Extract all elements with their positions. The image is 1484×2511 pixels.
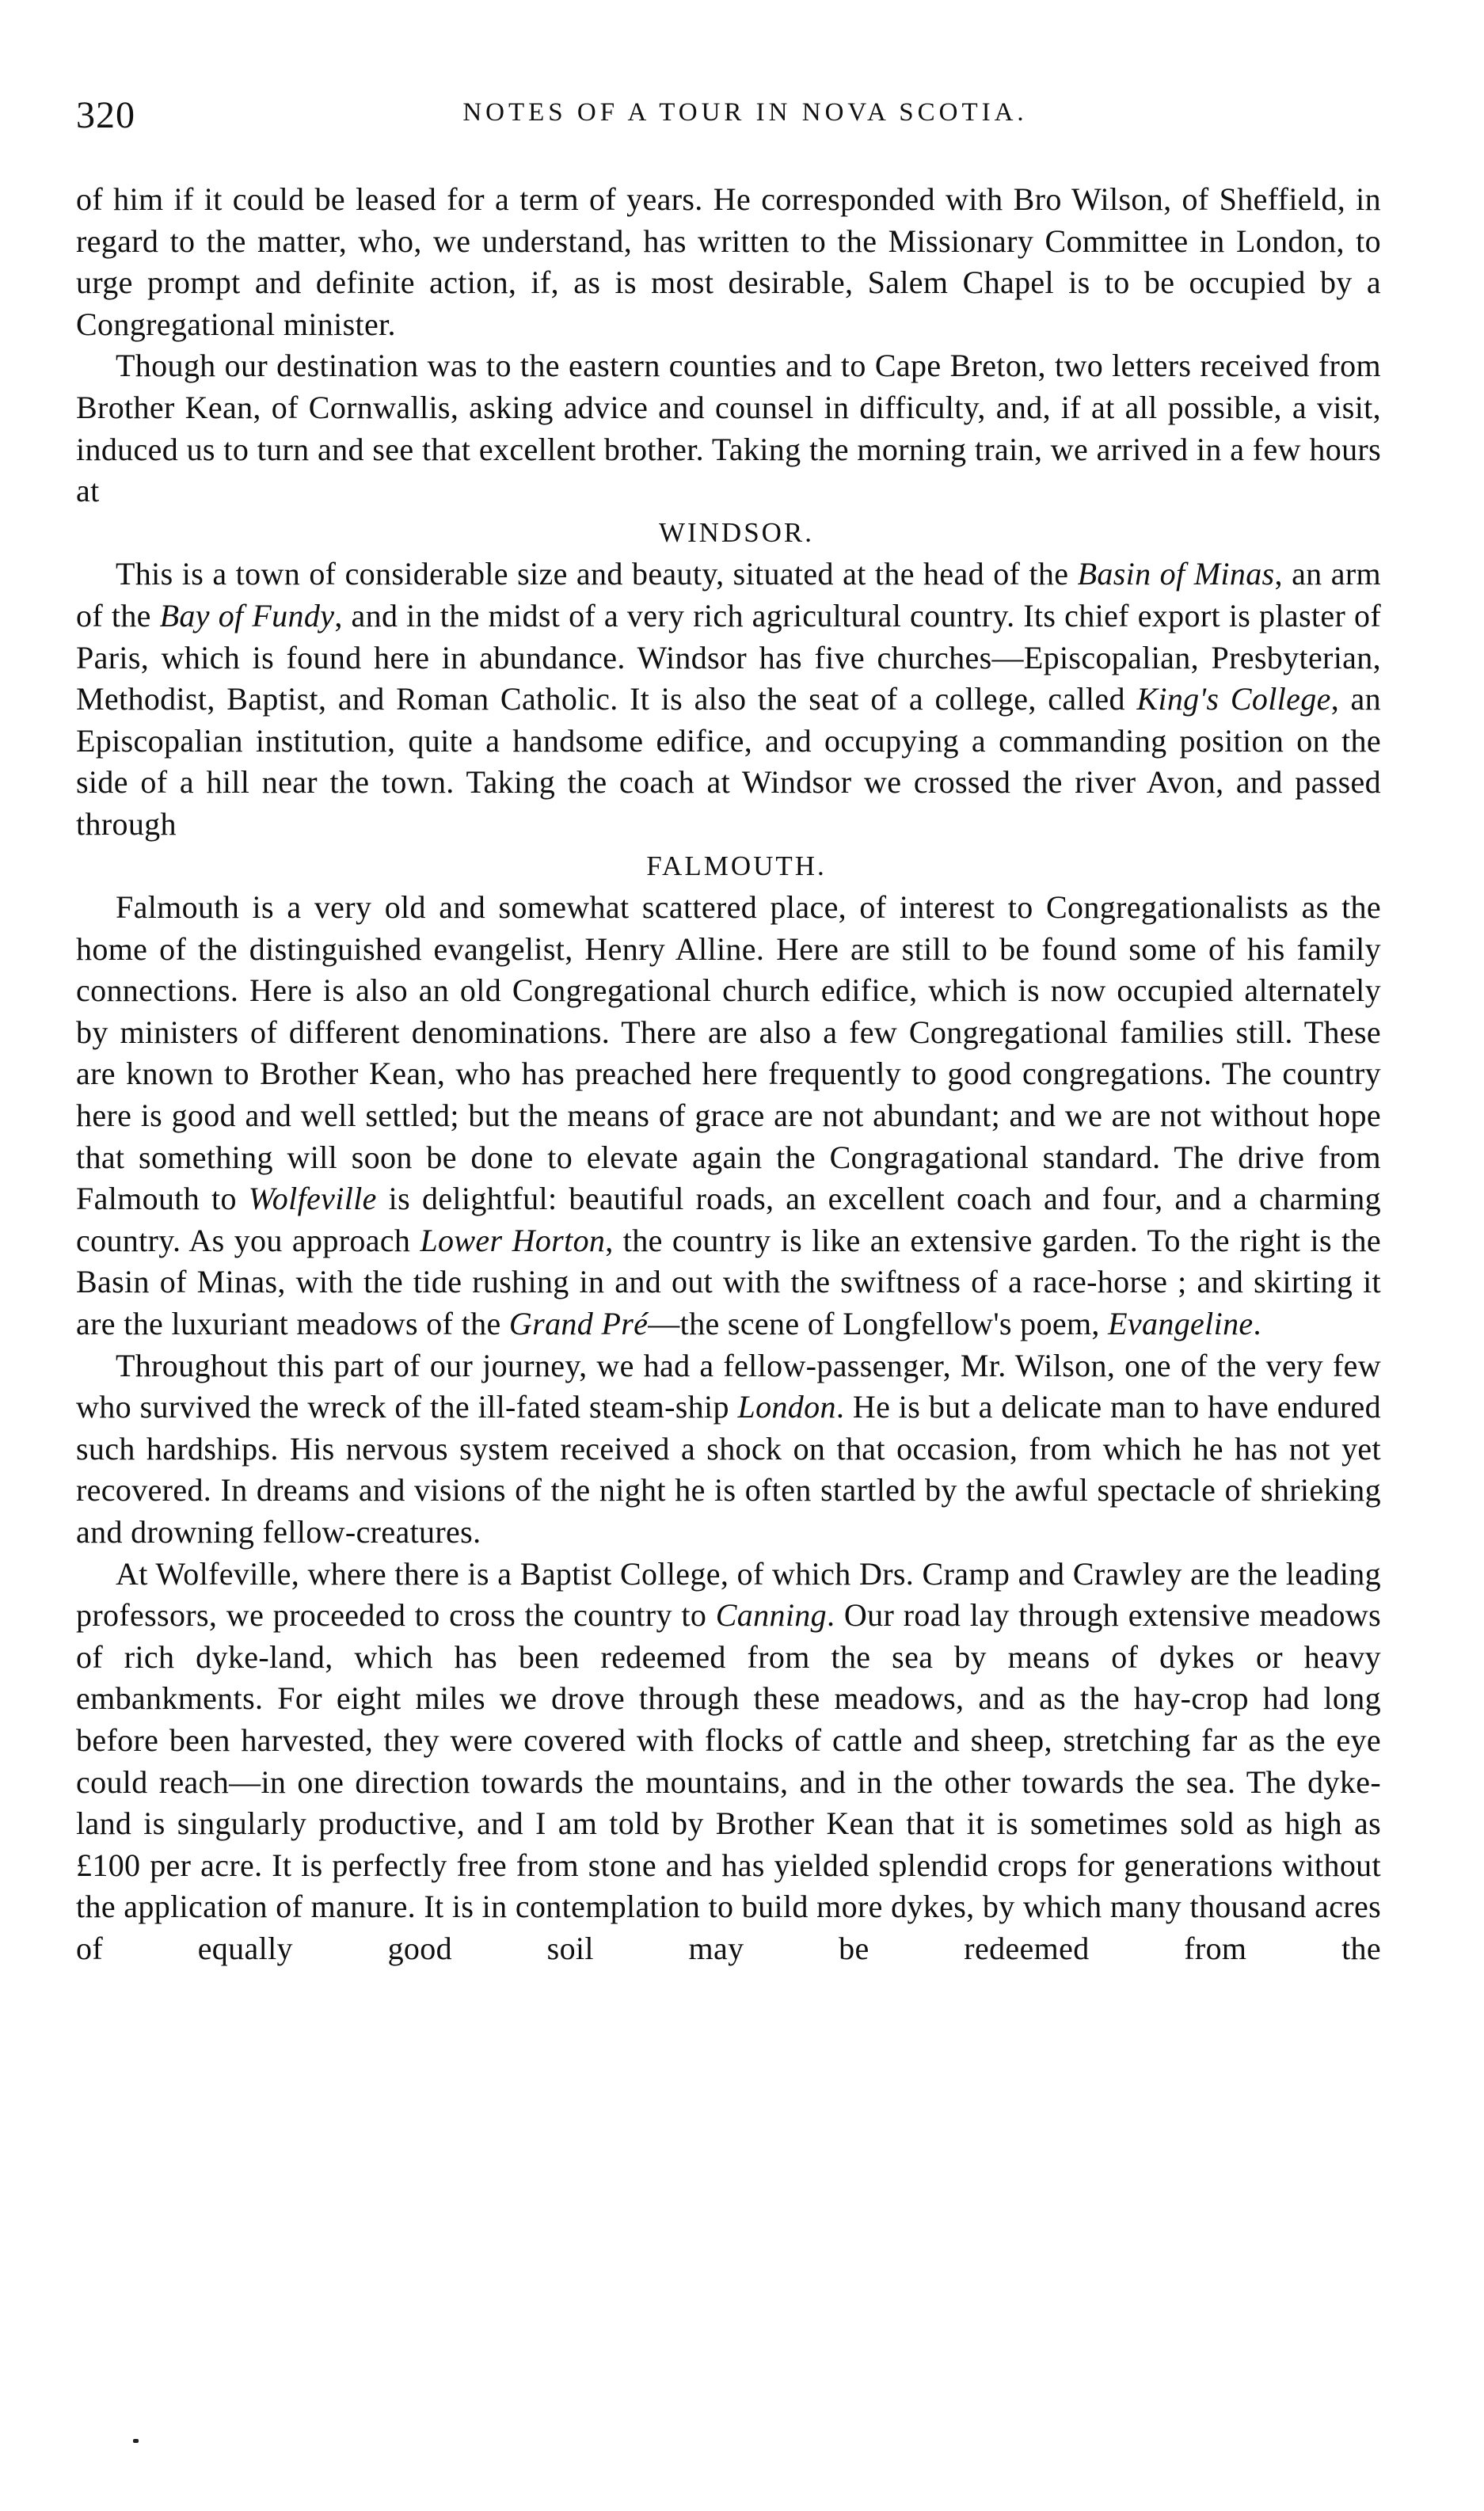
- text-run: .: [1253, 1306, 1261, 1342]
- text-run: , the country is like an extensive garden. To the right is the Basin of Minas, with the tide rushing in and out with the swiftness of a race-horse ; and skirting it are the luxuriant meadows of the: [76, 1222, 1382, 1342]
- paragraph-destination: Though our destination was to the eastern counties and to Cape Breton, two letters received from Brother Kean, of Cornwallis, asking advice and counsel in difficulty, and, if at all possible, a visit, induced us to turn and see that excellent brother. Taking the morning train, we arrived in a few hours at: [76, 348, 1381, 509]
- place-name-italic: Grand Pré: [508, 1306, 649, 1342]
- text-run: —the scene of Longfellow's poem,: [648, 1306, 1109, 1342]
- text-run: . He is but a delicate man to have endured such hardships. His nervous system received a shock on that occasion, from which he has not yet recovered. In dreams and visions of the night he is often startled by the awful spectacle of shrieking and drowning fellow-creatures.: [76, 1389, 1382, 1550]
- college-name-italic: King's College: [1136, 681, 1331, 717]
- text-run: , and in the midst of a very rich agricultural country. Its chief export is plaster of Paris, which is found here in abundance. Windsor has five churches—Episcopalian, Presbyterian, Methodist, Baptist, and Roman Catholic. It is also the seat of a college, called: [76, 597, 1381, 717]
- running-head: [76, 93, 1383, 149]
- text-run: is delightful: beautiful roads, an excellent coach and four, and a charming country. As you approach: [76, 1181, 1381, 1258]
- text-run: This is a town of considerable size and beauty, situated at the head of the: [116, 556, 1078, 592]
- running-title: NOTES OF A TOUR IN NOVA SCOTIA.: [462, 98, 1028, 127]
- paragraph-windsor: [76, 554, 1381, 845]
- text-run: . Our road lay through extensive meadows of rich dyke-land, which has been redeemed from the sea by means of dykes or heavy embankments. For eight miles we drove through these meadows, and as the hay-crop had long before been harvested, they were covered with flocks of cattle and sheep, stretching far as the eye could reach—in one direction towards the mountains, and in the other towards the sea. The dyke-land is singularly productive, and I am told by Brother Kean that it is sometimes sold as high as £100 per acre. It is perfectly free from stone and has yielded splendid crops for generations without the application of manure. It is in contemplation to build more dykes, by which many thousand acres of equally good soil may be redeemed from the: [76, 1597, 1381, 1966]
- ink-speck: [133, 2439, 139, 2443]
- paragraph-falmouth: [76, 887, 1381, 1345]
- paragraph-continued: of him if it could be leased for a term of years. He corresponded with Bro Wilson, of Sheffield, in regard to the matter, who, we understand, has written to the Missionary Committee in London, to urge prompt and definite action, if, as is most desirable, Salem Chapel is to be occupied by a Congregational minister.: [76, 181, 1381, 342]
- text-run: At Wolfeville, where there is a Baptist College, of which Drs. Cramp and Crawley are the leading professors, we proceeded to cross the country to: [76, 1555, 1381, 1634]
- page-number: 320: [76, 94, 135, 136]
- paragraph-wolfeville: [76, 1554, 1381, 1970]
- place-name-italic: Canning: [715, 1597, 827, 1634]
- ship-name-italic: London: [737, 1389, 836, 1425]
- section-heading-falmouth: FALMOUTH.: [646, 850, 827, 881]
- section-heading-windsor: WINDSOR.: [658, 516, 815, 548]
- poem-title-italic: Evangeline: [1108, 1306, 1254, 1342]
- paragraph-fellow-passenger: [76, 1345, 1381, 1554]
- place-name-italic: Bay of Fundy: [159, 597, 335, 633]
- text-run: , an arm of the: [76, 556, 1381, 633]
- place-name-italic: Wolfeville: [248, 1181, 377, 1217]
- place-name-italic: Basin of Minas: [1077, 556, 1275, 592]
- text-run: , an Episcopalian institution, quite a handsome edifice, and occupying a commanding position on the side of a hill near the town. Taking the coach at Windsor we crossed the river Avon, and passed through: [76, 681, 1381, 842]
- text-run: Throughout this part of our journey, we had a fellow-passenger, Mr. Wilson, one of the very few who survived the wreck of the ill-fated steam-ship: [76, 1347, 1381, 1425]
- text-run: Falmouth is a very old and somewhat scattered place, of interest to Congregationalists as the home of the distinguished evangelist, Henry Alline. Here are still to be found some of his family connections. Here is also an old Congregational church edifice, which is now occupied alternately by ministers of different denominations. There are also a few Congregational families still. These are known to Brother Kean, who has preached here frequently to good congregations. The country here is good and well settled; but the means of grace are not abundant; and we are not without hope that something will soon be done to elevate again the Congragational standard. The drive from Falmouth to: [76, 889, 1381, 1217]
- body-text: [76, 179, 1381, 1970]
- place-name-italic: Lower Horton: [420, 1222, 606, 1258]
